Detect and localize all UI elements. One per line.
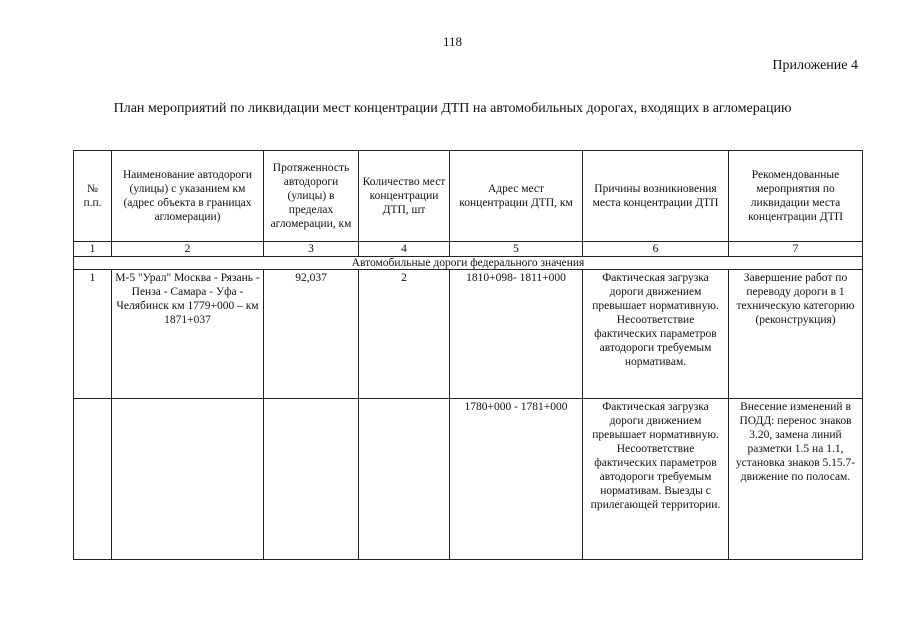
row-number: 1 xyxy=(74,270,112,399)
accident-spot-count: 2 xyxy=(359,270,450,399)
appendix-label: Приложение 4 xyxy=(772,58,858,73)
header-cell: Адрес мест концентрации ДТП, км xyxy=(450,151,583,242)
group-row xyxy=(74,257,863,270)
header-cell: Рекомендованные мероприятия по ликвидации места концентрации ДТП xyxy=(729,151,863,242)
accident-cause: Фактическая загрузка дороги движением превышает нормативную. Несоответствие фактических параметров автодороги требуемым нормативам. xyxy=(583,270,729,399)
table-row xyxy=(74,399,863,560)
table-header-row xyxy=(74,151,863,242)
table-row xyxy=(74,270,863,399)
accident-spot-address: 1780+000 - 1781+000 xyxy=(450,399,583,560)
accident-spot-address: 1810+098- 1811+000 xyxy=(450,270,583,399)
road-name xyxy=(112,399,264,560)
road-name: М-5 "Урал" Москва - Рязань - Пенза - Самара - Уфа - Челябинск км 1779+000 – км 1871+037 xyxy=(112,270,264,399)
recommended-measures: Завершение работ по переводу дороги в 1 техническую категорию (реконструкция) xyxy=(729,270,863,399)
column-number: 5 xyxy=(450,242,583,257)
road-length xyxy=(264,399,359,560)
page-number: 118 xyxy=(442,34,463,49)
column-number: 3 xyxy=(264,242,359,257)
column-number: 7 xyxy=(729,242,863,257)
row-number xyxy=(74,399,112,560)
document-title: План мероприятий по ликвидации мест концентрации ДТП на автомобильных дорогах, входящих в агломерацию xyxy=(113,101,792,116)
column-number: 2 xyxy=(112,242,264,257)
recommended-measures: Внесение изменений в ПОДД: перенос знаков 3.20, замена линий разметки 1.5 на 1.1, установка знаков 5.15.7-движение по полосам. xyxy=(729,399,863,560)
road-length: 92,037 xyxy=(264,270,359,399)
header-cell: Наименование автодороги (улицы) с указанием км (адрес объекта в границах агломерации) xyxy=(112,151,264,242)
column-number: 1 xyxy=(74,242,112,257)
measures-table xyxy=(73,150,863,560)
column-number: 4 xyxy=(359,242,450,257)
header-cell: № п.п. xyxy=(74,151,112,242)
accident-cause: Фактическая загрузка дороги движением превышает нормативную. Несоответствие фактических параметров автодороги требуемым нормативам. Выезды с прилегающей территории. xyxy=(583,399,729,560)
header-cell: Причины возникновения места концентрации ДТП xyxy=(583,151,729,242)
group-label: Автомобильные дороги федерального значения xyxy=(74,257,863,270)
accident-spot-count xyxy=(359,399,450,560)
column-number: 6 xyxy=(583,242,729,257)
header-cell: Протяженность автодороги (улицы) в пределах агломерации, км xyxy=(264,151,359,242)
header-cell: Количество мест концентрации ДТП, шт xyxy=(359,151,450,242)
column-numbers-row xyxy=(74,242,863,257)
